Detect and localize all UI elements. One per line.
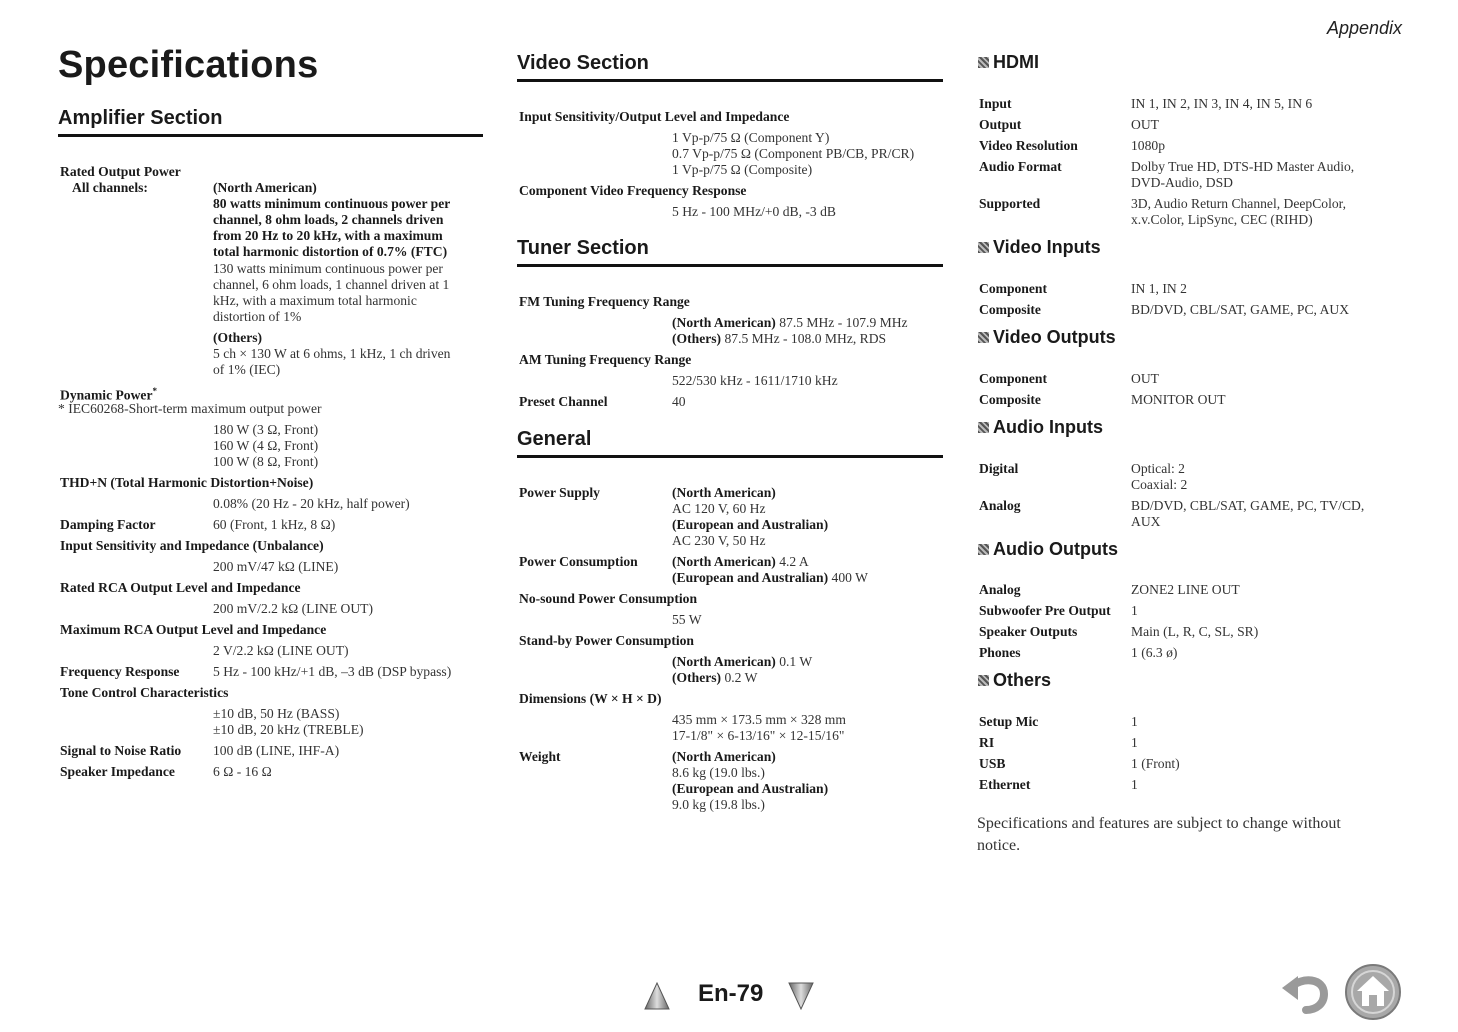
video-section-rule [517,79,943,82]
fm-range-label: FM Tuning Frequency Range [519,294,690,309]
tone-control-value: ±10 dB, 50 Hz (BASS) [213,706,340,721]
weight-label: Weight [519,749,561,764]
audio-in-analog-label: Analog [979,498,1021,513]
setup-mic-label: Setup Mic [979,714,1039,729]
speaker-outputs-value: Main (L, R, C, SL, SR) [1131,624,1259,639]
na-normal-line: 130 watts minimum continuous power per [213,261,443,276]
fm-range-others: (Others) 87.5 MHz - 108.0 MHz, RDS [672,331,887,346]
video-out-composite-label: Composite [979,392,1041,407]
video-in-component-label: Component [979,281,1047,296]
component-freq-label: Component Video Frequency Response [519,183,747,198]
standby-power-others: (Others) 0.2 W [672,670,758,685]
amplifier-section-title: Amplifier Section [58,107,223,129]
na-normal-line: channel, 6 ohm loads, 1 channel driven at 1 [213,277,450,292]
na-bold-line: total harmonic distortion of 0.7% (FTC) [213,244,448,259]
video-in-component-value: IN 1, IN 2 [1131,281,1187,296]
frequency-response-value: 5 Hz - 100 kHz/+1 dB, –3 dB (DSP bypass) [213,664,452,679]
dimensions-value: 17-1/8" × 6-13/16" × 12-15/16" [672,728,845,743]
change-notice: Specifications and features are subject to change without notice. [977,815,1341,854]
hdmi-heading: HDMI [978,52,1039,73]
bullet-square-icon [978,422,989,433]
triangle-up-icon[interactable] [644,982,670,1010]
video-input-label: Input Sensitivity/Output Level and Impedance [519,109,790,124]
audio-in-analog-value: AUX [1131,514,1161,529]
video-input-value: 1 Vp-p/75 Ω (Composite) [672,162,813,177]
others-heading: Others [978,670,1051,691]
hdmi-output-value: OUT [1131,117,1159,132]
appendix-label: Appendix [1326,18,1402,38]
thd-value: 0.08% (20 Hz - 20 kHz, half power) [213,496,410,511]
speaker-impedance-value: 6 Ω - 16 Ω [213,764,272,779]
na-bold-line: 80 watts minimum continuous power per [213,196,451,211]
audio-in-digital-label: Digital [979,461,1019,476]
page-number: En-79 [698,980,764,1007]
bullet-square-icon [978,242,989,253]
snr-value: 100 dB (LINE, IHF-A) [213,743,340,758]
phones-label: Phones [979,645,1021,660]
power-consumption-label: Power Consumption [519,554,638,569]
video-input-value: 1 Vp-p/75 Ω (Component Y) [672,130,830,145]
hdmi-resolution-value: 1080p [1131,138,1165,153]
hdmi-supported-label: Supported [979,196,1041,211]
max-rca-value: 2 V/2.2 kΩ (LINE OUT) [213,643,349,658]
dimensions-label: Dimensions (W × H × D) [519,691,662,706]
power-supply-eu-heading: (European and Australian) [672,517,829,532]
audio-in-digital-value: Optical: 2 [1131,461,1185,476]
home-icon[interactable] [1344,963,1402,1021]
hdmi-resolution-label: Video Resolution [979,138,1078,153]
audio-outputs-heading: Audio Outputs [978,539,1118,560]
power-supply-na-value: AC 120 V, 60 Hz [672,501,766,516]
ethernet-value: 1 [1131,777,1138,792]
dynamic-power-value: 100 W (8 Ω, Front) [213,454,319,469]
nosound-power-label: No-sound Power Consumption [519,591,698,606]
page-title: Specifications [58,44,319,86]
amplifier-section-rule [58,134,483,137]
usb-label: USB [979,756,1006,771]
preset-channel-value: 40 [672,394,686,409]
standby-power-label: Stand-by Power Consumption [519,633,694,648]
video-out-component-value: OUT [1131,371,1159,386]
bullet-square-icon [978,57,989,68]
video-input-value: 0.7 Vp-p/75 Ω (Component PB/CB, PR/CR) [672,146,915,161]
others-heading: (Others) [213,330,263,345]
usb-value: 1 (Front) [1131,756,1180,771]
tuner-section-rule [517,264,943,267]
video-out-composite-value: MONITOR OUT [1131,392,1226,407]
hdmi-input-value: IN 1, IN 2, IN 3, IN 4, IN 5, IN 6 [1131,96,1313,111]
thd-label: THD+N (Total Harmonic Distortion+Noise) [60,475,314,490]
weight-na-heading: (North American) [672,749,776,764]
ri-value: 1 [1131,735,1138,750]
dynamic-power-value: 180 W (3 Ω, Front) [213,422,319,437]
na-bold-line: channel, 8 ohm loads, 2 channels driven [213,212,444,227]
dynamic-power-value: 160 W (4 Ω, Front) [213,438,319,453]
tone-control-value: ±10 dB, 20 kHz (TREBLE) [213,722,364,737]
fm-range-na: (North American) 87.5 MHz - 107.9 MHz [672,315,908,330]
bullet-square-icon [978,332,989,343]
subwoofer-label: Subwoofer Pre Output [979,603,1111,618]
am-range-value: 522/530 kHz - 1611/1710 kHz [672,373,838,388]
video-outputs-heading: Video Outputs [978,327,1116,348]
weight-eu-heading: (European and Australian) [672,781,829,796]
others-line: 5 ch × 130 W at 6 ohms, 1 kHz, 1 ch driven [213,346,451,361]
general-section-title: General [517,428,592,450]
audio-in-analog-value: BD/DVD, CBL/SAT, GAME, PC, TV/CD, [1131,498,1365,513]
others-line: of 1% (IEC) [213,362,281,377]
hdmi-supported-value: 3D, Audio Return Channel, DeepColor, [1131,196,1347,211]
hdmi-supported-value: x.v.Color, LipSync, CEC (RIHD) [1131,212,1313,227]
preset-channel-label: Preset Channel [519,394,608,409]
weight-eu-value: 9.0 kg (19.8 lbs.) [672,797,765,812]
audio-in-digital-value: Coaxial: 2 [1131,477,1188,492]
hdmi-audio-format-label: Audio Format [979,159,1062,174]
dimensions-value: 435 mm × 173.5 mm × 328 mm [672,712,846,727]
nosound-power-value: 55 W [672,612,702,627]
bullet-square-icon [978,675,989,686]
rated-output-power-label: Rated Output Power [60,164,181,179]
triangle-down-icon[interactable] [788,982,814,1010]
tone-control-label: Tone Control Characteristics [60,685,229,700]
bullet-square-icon [978,544,989,555]
na-normal-line: kHz, with a maximum total harmonic [213,293,417,308]
input-sensitivity-label: Input Sensitivity and Impedance (Unbalance) [60,538,324,553]
video-section-title: Video Section [517,52,649,74]
audio-out-analog-label: Analog [979,582,1021,597]
video-in-composite-value: BD/DVD, CBL/SAT, GAME, PC, AUX [1131,302,1350,317]
hdmi-output-label: Output [979,117,1022,132]
component-freq-value: 5 Hz - 100 MHz/+0 dB, -3 dB [672,204,836,219]
weight-na-value: 8.6 kg (19.0 lbs.) [672,765,765,780]
snr-label: Signal to Noise Ratio [60,743,182,758]
frequency-response-label: Frequency Response [60,664,180,679]
rated-rca-label: Rated RCA Output Level and Impedance [60,580,301,595]
ri-label: RI [979,735,995,750]
power-supply-label: Power Supply [519,485,600,500]
hdmi-audio-format-value: DVD-Audio, DSD [1131,175,1233,190]
subwoofer-value: 1 [1131,603,1138,618]
ethernet-label: Ethernet [979,777,1031,792]
hdmi-input-label: Input [979,96,1012,111]
am-range-label: AM Tuning Frequency Range [519,352,692,367]
na-bold-line: from 20 Hz to 20 kHz, with a maximum [213,228,443,243]
na-normal-line: distortion of 1% [213,309,302,324]
power-supply-na-heading: (North American) [672,485,776,500]
damping-factor-value: 60 (Front, 1 kHz, 8 Ω) [213,517,336,532]
power-consumption-na: (North American) 4.2 A [672,554,809,569]
max-rca-label: Maximum RCA Output Level and Impedance [60,622,327,637]
general-section-rule [517,455,943,458]
damping-factor-label: Damping Factor [60,517,156,532]
phones-value: 1 (6.3 ø) [1131,645,1178,660]
video-out-component-label: Component [979,371,1047,386]
iec-footnote: * IEC60268-Short-term maximum output power [58,401,322,416]
power-supply-eu-value: AC 230 V, 50 Hz [672,533,766,548]
power-consumption-eu: (European and Australian) 400 W [672,570,868,585]
dynamic-power-label: Dynamic Power* [60,386,157,403]
hdmi-audio-format-value: Dolby True HD, DTS-HD Master Audio, [1131,159,1355,174]
video-inputs-heading: Video Inputs [978,237,1101,258]
input-sensitivity-value: 200 mV/47 kΩ (LINE) [213,559,339,574]
back-arrow-icon[interactable] [1280,970,1332,1014]
rated-rca-value: 200 mV/2.2 kΩ (LINE OUT) [213,601,373,616]
audio-inputs-heading: Audio Inputs [978,417,1103,438]
tuner-section-title: Tuner Section [517,237,649,259]
standby-power-na: (North American) 0.1 W [672,654,813,669]
setup-mic-value: 1 [1131,714,1138,729]
speaker-impedance-label: Speaker Impedance [60,764,175,779]
all-channels-label: All channels: [72,180,148,195]
na-heading: (North American) [213,180,317,195]
speaker-outputs-label: Speaker Outputs [979,624,1078,639]
video-in-composite-label: Composite [979,302,1041,317]
audio-out-analog-value: ZONE2 LINE OUT [1131,582,1240,597]
